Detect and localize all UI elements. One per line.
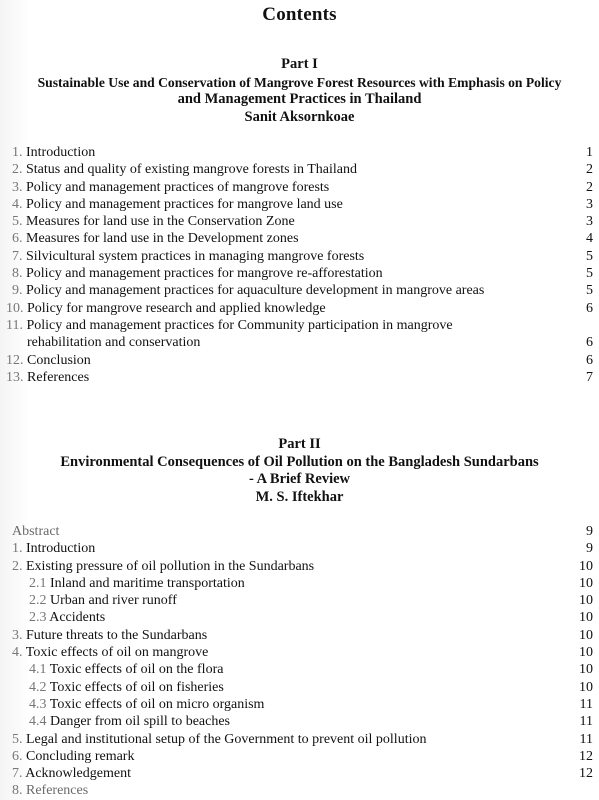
part2-label: Part II (278, 436, 321, 452)
toc-entry[interactable]: 13. References 7 (6, 369, 593, 385)
toc-entry[interactable]: 6. Measures for land use in the Development zones 4 (12, 231, 593, 247)
toc-entry[interactable]: 9. Policy and management practices for aquaculture development in mangrove areas 5 (12, 283, 593, 299)
toc-entry[interactable]: 10. Policy for mangrove research and applied knowledge 6 (6, 300, 593, 316)
page-number: 10 (579, 645, 593, 661)
toc-entry[interactable]: 3. Policy and management practices of mangrove forests 2 (12, 179, 593, 195)
page-number: 10 (579, 627, 593, 643)
part2-heading (0, 436, 599, 506)
part2-toc (0, 523, 599, 800)
page-number: 3 (586, 214, 593, 230)
part1-author: Sanit Aksornkoae (244, 108, 355, 125)
toc-entry[interactable]: 2.3 Accidents 10 (29, 610, 593, 626)
page-number: 10 (579, 593, 593, 609)
page-number: 3 (586, 196, 593, 212)
toc-entry[interactable]: 4. Policy and management practices for mangrove land use 3 (12, 196, 593, 212)
part1-toc (0, 144, 599, 386)
page-number: 7 (586, 369, 593, 385)
page-number: 9 (586, 524, 593, 539)
part1-title-line1: Sustainable Use and Conservation of Mangrove Forest Resources with Emphasis on Policy (37, 74, 562, 90)
part1-heading (0, 56, 599, 126)
toc-entry[interactable]: 5. Legal and institutional setup of the Government to prevent oil pollution 11 (12, 731, 593, 747)
page-number: 5 (586, 266, 593, 282)
page-title: Contents (262, 4, 337, 25)
part1-label: Part I (281, 56, 318, 72)
part1-title-line2: and Management Practices in Thailand (177, 91, 422, 107)
toc-entry[interactable]: 4.4 Danger from oil spill to beaches 11 (29, 714, 593, 730)
toc-entry[interactable]: 1. Introduction 9 (12, 541, 593, 557)
toc-entry[interactable]: 2. Existing pressure of oil pollution in the Sundarbans 10 (12, 558, 593, 574)
part2-title-line1: Environmental Consequences of Oil Pollution on the Bangladesh Sundarbans (60, 453, 539, 470)
toc-entry[interactable]: 8. References (12, 783, 89, 799)
page-number: 10 (579, 662, 593, 678)
page-number: 5 (586, 248, 593, 264)
page-number: 6 (586, 335, 593, 351)
toc-entry[interactable]: 11. Policy and management practices for Community participation in mangrove rehabilitation and conservation 6 (6, 317, 593, 351)
page-number: 9 (586, 541, 593, 557)
toc-entry[interactable]: Abstract 9 (12, 524, 593, 539)
page-number: 6 (586, 300, 593, 316)
page-number: 4 (586, 231, 593, 247)
toc-entry[interactable]: 4.1 Toxic effects of oil on the flora 10 (29, 662, 593, 678)
page-number: 12 (579, 766, 593, 782)
page-number: 10 (579, 679, 593, 695)
page-number: 2 (586, 179, 593, 195)
page-number: 10 (579, 610, 593, 626)
toc-entry[interactable]: 4.2 Toxic effects of oil on fisheries 10 (29, 679, 593, 695)
page-number: 11 (579, 696, 593, 712)
toc-entry[interactable]: 8. Policy and management practices for mangrove re-afforestation 5 (12, 266, 593, 282)
toc-entry[interactable]: 12. Conclusion 6 (6, 352, 593, 368)
part2-title-line2: - A Brief Review (248, 471, 351, 487)
part2-author: M. S. Iftekhar (255, 488, 344, 505)
page-number: 11 (579, 731, 593, 747)
toc-entry[interactable]: 2.2 Urban and river runoff 10 (29, 593, 593, 609)
toc-entry[interactable]: 1. Introduction 1 (12, 145, 593, 160)
page-number: 5 (586, 283, 593, 299)
page-number: 6 (586, 352, 593, 368)
page-number: 11 (579, 714, 593, 730)
page-number: 10 (579, 558, 593, 574)
page-number: 12 (579, 748, 593, 764)
toc-entry[interactable]: 2. Status and quality of existing mangrove forests in Thailand 2 (12, 162, 593, 178)
page-number: 1 (586, 145, 593, 160)
toc-entry[interactable]: 7. Silvicultural system practices in managing mangrove forests 5 (12, 248, 593, 264)
toc-entry[interactable]: 4. Toxic effects of oil on mangrove 10 (12, 645, 593, 661)
toc-entry[interactable]: 4.3 Toxic effects of oil on micro organism 11 (29, 696, 593, 712)
toc-entry[interactable]: 3. Future threats to the Sundarbans 10 (12, 627, 593, 643)
toc-entry[interactable]: 7. Acknowledgement 12 (12, 766, 593, 782)
toc-entry[interactable]: 5. Measures for land use in the Conservation Zone 3 (12, 214, 593, 230)
page-number: 2 (586, 162, 593, 178)
page-number: 10 (579, 575, 593, 591)
toc-entry[interactable]: 2.1 Inland and maritime transportation 10 (29, 575, 593, 591)
toc-entry[interactable]: 6. Concluding remark 12 (12, 748, 593, 764)
